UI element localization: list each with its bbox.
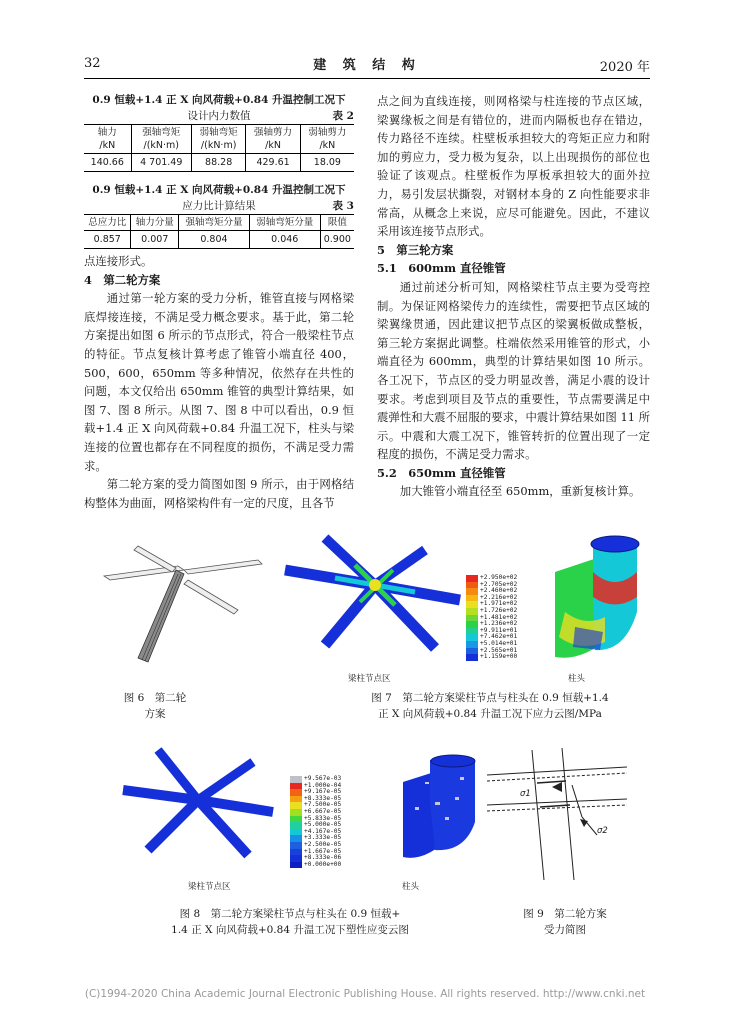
table3-title [84,198,354,214]
table2-header: 轴力 /kN [84,125,131,154]
section-heading-4: 4 第二轮方案 [84,272,161,287]
legend-value: +6.667e-05 [304,807,342,815]
legend-swatch [466,641,478,648]
legend-value: +1.481e+02 [480,613,518,621]
legend-swatch [290,842,302,849]
legend-swatch [466,615,478,622]
legend-swatch [290,835,302,842]
legend-swatch [290,809,302,816]
figure-8-legend [290,776,341,868]
legend-swatch [466,648,478,655]
legend-swatch [466,595,478,602]
journal-name: 建 筑 结 构 [313,58,421,73]
legend-swatch [466,628,478,635]
legend-value: +2.500e-05 [304,840,342,848]
paragraph: 通过第一轮方案的受力分析，锥管直接与网格梁底焊接连接，不满足受力概念要求。基于此，第二轮方案提出如图 6 所示的节点形式，符合一般梁柱节点的特征。节点复核计算考虑了锥管小端直径 400，500，600，650mm 等多种情况，依然存在共性的问题，本文仅给出 650mm 锥管的典型计算结果，如图 7、图 8 所示。从图 7、图 8 中可以看出，0.9 恒载+1.4 正 X 向风荷载+0.84 升温工况下，柱头与梁连接的位置也都存在不同程度的损伤，不满足受力需求。 [84,291,354,473]
figure-8-label-head: 柱头 [402,882,420,892]
paragraph: 第二轮方案的受力简图如图 9 所示，由于网格结构整体为曲面，网格梁构件有一定的尺度，且各节 [84,477,354,510]
figure-7-caption: 图 7 第二轮方案梁柱节点与柱头在 0.9 恒载+1.4 正 X 向风荷载+0.84 升温工况下应力云图/MPa [371,692,609,720]
legend-value: +1.159e+00 [480,653,518,661]
figure-7-legend [466,575,517,661]
legend-value: +2.950e+02 [480,574,518,581]
legend-value: +5.833e-05 [304,814,342,822]
table3-cell: 0.046 [249,231,320,249]
page-number: 32 [84,56,101,71]
table3-cell: 0.804 [179,231,250,249]
section-heading-5-1: 5.1 600mm 直径锥管 [377,261,506,276]
paragraph: 加大锥管小端直径至 650mm，重新复核计算。 [399,484,641,499]
section-heading-5-2: 5.2 650mm 直径锥管 [377,465,506,480]
table-3 [84,214,354,249]
legend-value: +1.667e-05 [304,847,342,855]
legend-value: +8.333e-06 [304,854,342,862]
figure-9-sigma2: σ2 [597,826,608,836]
legend-value: +5.000e-05 [304,821,342,829]
table2-title-line1: 0.9 恒载+1.4 正 X 向风荷载+0.84 升温控制工况下 [92,94,346,106]
legend-swatch [466,588,478,595]
table-2 [84,124,354,172]
figure-8-column-head [395,752,485,872]
year: 2020 年 [599,60,650,75]
legend-value: +2.705e+02 [480,580,518,588]
legend-swatch [290,802,302,809]
paragraph: 通过前述分析可知，网格梁柱节点主要为受弯控制。为保证网格梁传力的连续性，需要把节点区域的梁翼缘贯通，因此建议把节点区的梁翼板做成整板，第三轮方案据此调整。柱端依然采用锥管的形式，小端直径为 600mm，典型的计算结果如图 10 所示。各工况下，节点区的受力明显改善，满足小震的设计要求。考虑到项目及节点的重要性，节点需要满足中震弹性和大震不屈服的要求，中震计算结果如图 11 所示。中震和大震工况下，锥管转折的位置出现了一定程度的损伤，不满足受力需求。 [377,279,650,462]
legend-swatch [466,654,478,661]
table3-header: 总应力比 [84,215,131,231]
legend-swatch [290,855,302,862]
legend-swatch [466,575,478,582]
legend-value: +1.971e+02 [480,600,518,608]
legend-value: +9.167e-05 [304,788,342,796]
legend-swatch [290,783,302,790]
legend-value: +0.000e+00 [304,860,342,868]
legend-swatch [466,608,478,615]
figure-6-node-model [98,540,266,670]
legend-swatch [290,789,302,796]
table3-header: 强轴弯矩分量 [179,215,250,231]
legend-value: +2.460e+02 [480,587,518,595]
table3-title-line2: 应力比计算结果 [182,200,256,212]
figure-7-column-head [545,532,657,672]
figure-7-label-node: 梁柱节点区 [348,674,391,684]
copyright-footer: (C)1994-2020 China Academic Journal Electronic Publishing House. All rights reserved. http://www.cnki.net [84,988,646,1000]
legend-value: +8.333e-05 [304,794,342,802]
table2-title-line2: 设计内力数值 [187,110,251,122]
legend-swatch [466,621,478,628]
right-column [377,92,650,501]
table3-number: 表 3 [332,200,354,212]
legend-value: +4.167e-05 [304,827,342,835]
table3-cell: 0.007 [131,231,179,249]
legend-swatch [466,601,478,608]
table2-cell: 18.09 [300,154,354,172]
legend-swatch [290,829,302,836]
legend-value: +1.726e+02 [480,606,518,614]
figure-9-sigma1: σ1 [520,789,531,799]
table2-cell: 140.66 [84,154,131,172]
left-column [84,92,354,512]
legend-swatch [290,862,302,869]
table2-title [84,108,354,124]
table2-cell: 88.28 [191,154,245,172]
table2-header: 强轴剪力 /kN [246,125,300,154]
legend-swatch [466,582,478,589]
legend-row [466,654,517,661]
figure-9-caption: 图 9 第二轮方案 受力简图 [523,908,607,936]
figure-8-caption: 图 8 第二轮方案梁柱节点与柱头在 0.9 恒载+ 1.4 正 X 向风荷载+0.84 升温工况下塑性应变云图 [171,908,409,936]
figure-8-label-node: 梁柱节点区 [188,882,231,892]
legend-value: +1.000e-04 [304,781,342,789]
legend-swatch [290,796,302,803]
table3-header: 弱轴弯矩分量 [249,215,320,231]
table3-cell: 0.857 [84,231,131,249]
legend-value: +3.333e-05 [304,834,342,842]
figure-7-label-head: 柱头 [568,674,586,684]
legend-swatch [290,849,302,856]
table2-header: 弱轴剪力 /kN [300,125,354,154]
paragraph: 点连接形式。 [84,254,153,268]
legend-value: +7.462e+01 [480,633,518,641]
figure-7-node-stress [275,530,465,670]
figure-8-node-strain [118,740,278,870]
legend-row [290,862,341,869]
figure-6-caption: 图 6 第二轮 方案 [123,692,187,720]
paragraph: 点之间为直线连接，则网格梁与柱连接的节点区域，梁翼缘板之间是有错位的，进而内隔板也存在错边，传力路径不连续。柱壁板承担较大的弯矩正应力和附加的剪应力，受力极为复杂，以上出现损伤的部位也验证了该观点。柱壁板作为厚板承担较大的面外拉力，易引发层状撕裂，对钢材本身的 Z 向性能要求非常高，从概念上来说，应尽可能避免。因此，不建议采用该连接节点形式。 [377,94,650,239]
legend-swatch [290,822,302,829]
page-header [84,56,650,79]
legend-swatch [290,776,302,783]
legend-swatch [466,634,478,641]
legend-value: +2.565e+01 [480,646,518,654]
legend-value: +9.567e-03 [304,775,342,782]
section-heading-5: 5 第三轮方案 [377,242,454,257]
table2-number: 表 2 [332,110,354,122]
table3-header: 轴力分量 [131,215,179,231]
legend-value: +7.500e-05 [304,801,342,809]
legend-value: +2.216e+02 [480,593,518,601]
table2-cell: 4 701.49 [131,154,191,172]
table3-header: 限值 [320,215,354,231]
figure-9-force-diagram [482,745,632,890]
table2-cell: 429.61 [246,154,300,172]
table3-cell: 0.900 [320,231,354,249]
table2-header: 弱轴弯矩 /(kN·m) [191,125,245,154]
legend-value: +9.911e+01 [480,626,518,634]
table3-title-line1: 0.9 恒载+1.4 正 X 向风荷载+0.84 升温控制工况下 [92,184,346,196]
legend-swatch [290,816,302,823]
legend-value: +5.014e+01 [480,639,518,647]
table2-header: 强轴弯矩 /(kN·m) [131,125,191,154]
legend-value: +1.236e+02 [480,620,518,628]
